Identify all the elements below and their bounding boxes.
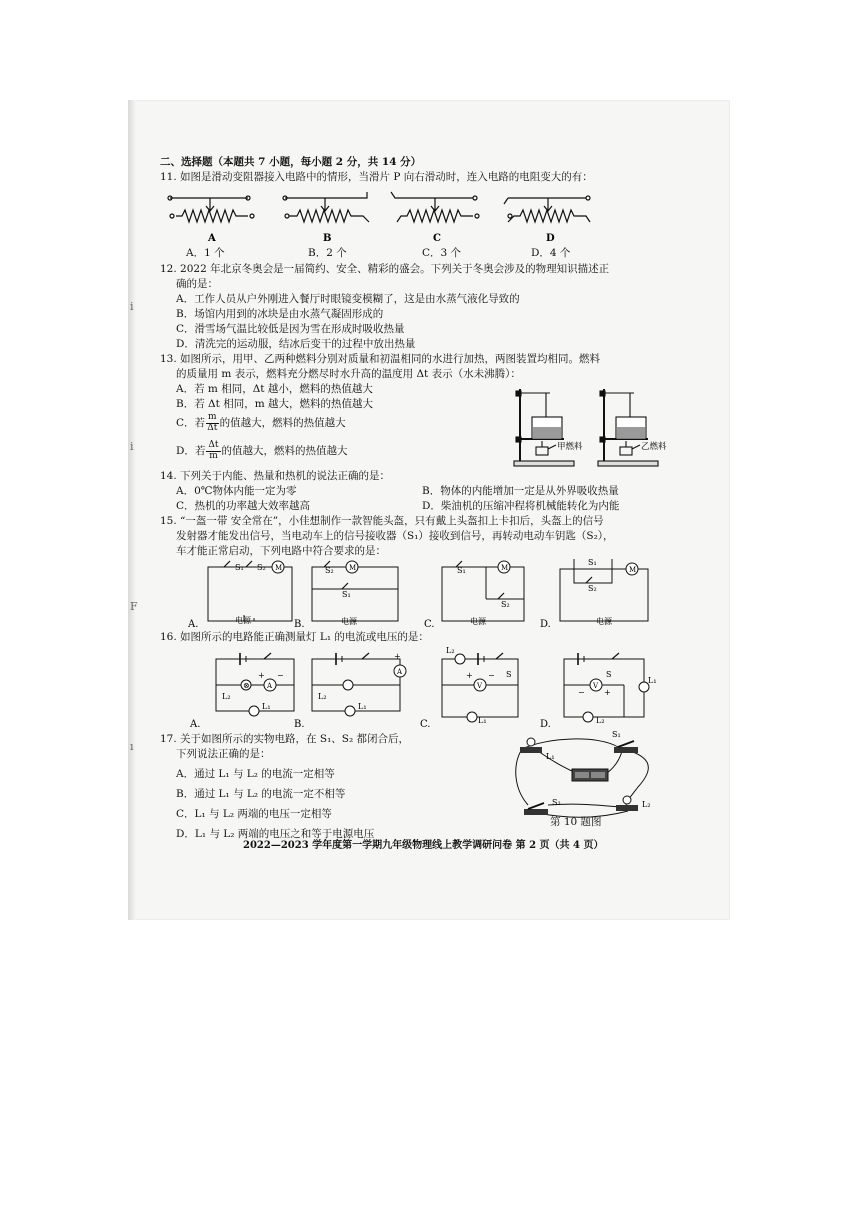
q14-option-c: C．热机的功率越大效率越高: [176, 500, 311, 512]
apparatus-yi: [598, 389, 658, 466]
q16-c-plus: +: [466, 671, 473, 680]
q16-d-l2: L₂: [596, 716, 605, 725]
q16-a-l1: L₁: [262, 702, 271, 711]
q15-label-d: D.: [540, 619, 551, 629]
battery-pack: [572, 769, 608, 781]
q15-circuit-diagrams: [160, 559, 680, 629]
q15-d-s1: S₁: [588, 559, 597, 567]
q16-a-minus: −: [277, 671, 284, 680]
fig-label-a: A: [208, 233, 216, 244]
q11-option-d: D．4 个: [531, 247, 571, 259]
q13-heating-apparatus: [506, 383, 676, 471]
q15-stem-3: 车才能正常启动，下列电路中符合要求的是：: [176, 545, 386, 557]
q16-circuit-a: [216, 653, 294, 716]
q16-stem: 16. 如图所示的电路能正确测量灯 L₁ 的电流或电压的是：: [160, 631, 429, 643]
q16-a-plus: +: [258, 671, 265, 680]
q16-c-l2: L₂: [446, 647, 455, 655]
q17-option-b: B．通过 L₁ 与 L₂ 的电流一定不相等: [176, 788, 346, 800]
lamp-l2: [616, 796, 638, 811]
q17-l2-label: L₂: [642, 800, 651, 809]
margin-mark: i: [130, 440, 134, 453]
q16-b-plus: +: [394, 652, 401, 661]
q16-c-minus: −: [488, 671, 495, 680]
q13-d-suffix: 的值越大，燃料的热值越大: [221, 445, 348, 457]
q16-label-d: D.: [540, 719, 551, 729]
q15-circuit-c: [442, 561, 524, 621]
q12-option-c: C．滑雪场气温比较低是因为雪在形成时吸收热量: [176, 323, 405, 335]
numerator: Δt: [208, 440, 219, 450]
q15-a-s2: S₂: [257, 563, 266, 572]
q16-a-l2: L₂: [222, 692, 231, 701]
margin-mark: F: [130, 600, 138, 613]
margin-mark: i: [130, 300, 134, 313]
denominator: m: [209, 451, 218, 461]
q14-option-b: B．物体的内能增加一定是从外界吸收热量: [422, 485, 619, 497]
q13-d-prefix: D．若: [176, 445, 206, 457]
numerator: m: [208, 412, 217, 422]
q15-c-s2: S₂: [501, 600, 510, 609]
q15-b-power: 电源: [341, 617, 357, 626]
q16-c-l1: L₁: [478, 716, 487, 725]
q15-d-motor: M: [629, 566, 637, 574]
q11-option-c: C．3 个: [422, 247, 462, 259]
q16-c-voltmeter: V: [477, 682, 483, 690]
fuel-jia-label: 甲燃料: [557, 442, 583, 452]
rheostat-c: [391, 192, 479, 222]
section-title: 二、选择题（本题共 7 小题，每小题 2 分，共 14 分）: [160, 156, 422, 168]
q17-stem: 17. 关于如图所示的实物电路，在 S₁、S₂ 都闭合后，: [160, 733, 410, 745]
q11-option-a: A．1 个: [186, 247, 225, 259]
q15-b-s2: S₂: [325, 566, 334, 575]
scan-edge: [128, 100, 136, 920]
q16-b-l2: L₂: [318, 692, 327, 701]
q15-d-power: 电源: [596, 617, 612, 626]
fraction-dt-over-m: [206, 441, 220, 461]
rheostat-a: [168, 196, 254, 222]
rheostat-d: [504, 196, 590, 222]
q13-stem-2: 的质量用 m 表示，燃料充分燃尽时水升高的温度用 Δt 表示（水未沸腾）：: [176, 368, 521, 380]
margin-mark: ı: [130, 740, 134, 753]
q15-label-c: C.: [424, 619, 435, 629]
denominator: Δt: [207, 423, 218, 433]
q16-label-c: C.: [420, 719, 431, 729]
q15-c-power: 电源: [470, 617, 486, 626]
q12-stem: 12. 2022 年北京冬奥会是一届简约、安全、精彩的盛会。下列关于冬奥会涉及的物理知识描述正: [160, 263, 610, 275]
fig-label-d: D: [546, 233, 555, 244]
q16-d-l1: L₁: [648, 676, 657, 685]
q17-s2-label: S₂: [552, 798, 561, 807]
q16-a-lamp-x: ⊗: [243, 681, 250, 690]
q17-stem-2: 下列说法正确的是：: [176, 748, 271, 760]
q16-label-a: A.: [190, 719, 201, 729]
q15-a-motor: M: [275, 564, 283, 572]
q15-b-s1: S₁: [342, 590, 351, 599]
fig-label-c: C: [433, 233, 441, 244]
q16-d-s: S: [606, 670, 612, 679]
q15-label-b: B.: [294, 619, 305, 629]
q14-stem: 14. 下列关于内能、热量和热机的说法正确的是：: [160, 470, 391, 482]
q11-option-b: B．2 个: [308, 247, 347, 259]
q15-c-motor: M: [501, 564, 509, 572]
q12-option-a: A．工作人员从户外刚进入餐厅时眼镜变模糊了，这是由水蒸气液化导致的: [176, 293, 520, 305]
q12-stem-2: 确的是：: [176, 278, 218, 290]
q17-option-c: C．L₁ 与 L₂ 两端的电压一定相等: [176, 808, 332, 820]
q15-label-a: A.: [188, 619, 199, 629]
q16-d-voltmeter: V: [593, 682, 599, 690]
q13-option-c: [176, 413, 346, 433]
q17-physical-circuit: [508, 725, 668, 829]
q13-stem: 13. 如图所示，用甲、乙两种燃料分别对质量和初温相同的水进行加热，两图装置均相同。燃料: [160, 353, 601, 365]
q12-option-b: B．场馆内用到的冰块是由水蒸气凝固形成的: [176, 308, 384, 320]
lamp-l1: [520, 738, 542, 753]
q17-figure-caption: 第 10 题图: [550, 816, 602, 828]
fuel-yi-label: 乙燃料: [641, 442, 667, 452]
rheostat-b: [283, 192, 369, 222]
exam-page: [160, 155, 680, 855]
q16-d-minus: −: [578, 688, 585, 697]
q15-stem: 15. “一盔一带 安全常在”，小佳想制作一款智能头盔，只有戴上头盔扣上卡扣后，头盔上的信号: [160, 515, 604, 527]
q17-option-a: A．通过 L₁ 与 L₂ 的电流一定相等: [176, 768, 335, 780]
fig-label-b: B: [323, 233, 332, 244]
q11-stem: 11. 如图是滑动变阻器接入电路中的情形，当滑片 P 向右滑动时，连入电路的电阻变大的有：: [160, 171, 593, 183]
q13-option-d: [176, 441, 348, 461]
q17-s1-label: S₁: [612, 730, 621, 739]
q12-option-d: D．清洗完的运动服，结冰后变干的过程中放出热量: [176, 338, 416, 350]
q15-b-motor: M: [349, 564, 357, 572]
q13-option-b: B．若 Δt 相同，m 越大，燃料的热值越大: [176, 398, 373, 410]
page-footer: 2022—2023 学年度第一学期九年级物理线上教学调研问卷 第 2 页（共 4 页）: [243, 840, 604, 851]
q14-option-d: D．柴油机的压缩冲程将机械能转化为内能: [422, 500, 620, 512]
q16-label-b: B.: [294, 719, 305, 729]
q15-d-s2: S₂: [588, 584, 597, 593]
apparatus-jia: [514, 389, 574, 466]
q11-rheostat-figures: [160, 189, 660, 247]
q13-option-a: A．若 m 相同，Δt 越小，燃料的热值越大: [176, 383, 373, 395]
q13-c-suffix: 的值越大，燃料的热值越大: [219, 417, 346, 429]
q16-b-ammeter: A: [397, 668, 403, 676]
q16-circuit-diagrams: [160, 647, 680, 729]
q13-c-prefix: C．若: [176, 417, 206, 429]
q16-a-ammeter: A: [267, 682, 273, 690]
q15-stem-2: 发射器才能发出信号，当电动车上的信号接收器（S₁）接收到信号，再转动电动车钥匙（S₂），: [176, 530, 614, 542]
switch-s1: [614, 741, 638, 753]
q14-option-a: A．0℃物体内能一定为零: [176, 485, 297, 497]
q17-l1-label: L₁: [546, 752, 555, 761]
q15-a-power: 电源: [235, 616, 251, 625]
fraction-m-over-dt: [206, 413, 219, 433]
q16-c-s: S: [506, 670, 512, 679]
q16-d-plus: +: [604, 688, 611, 697]
q15-c-s1: S₁: [457, 566, 466, 575]
q15-a-s1: S₁: [235, 563, 244, 572]
q17-option-d: D．L₁ 与 L₂ 两端的电压之和等于电源电压: [176, 828, 375, 840]
q16-b-l1: L₁: [358, 702, 367, 711]
